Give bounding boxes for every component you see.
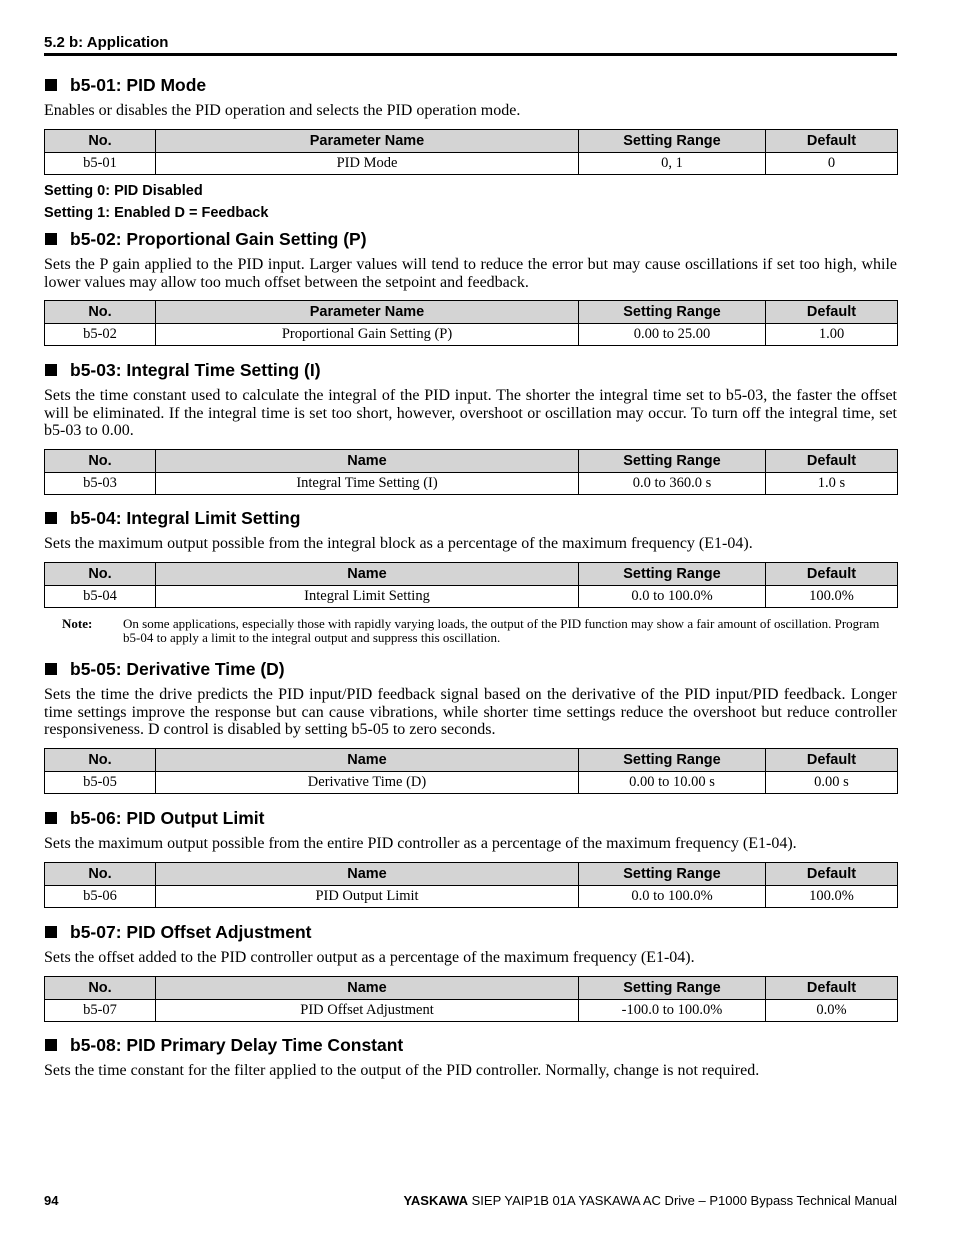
cell-default: 1.0 s — [766, 472, 898, 494]
header-name: Name — [156, 976, 579, 999]
section-description: Sets the time constant for the filter applied to the output of the PID controller. Normally, change is not required. — [44, 1062, 760, 1079]
cell-default: 100.0% — [766, 585, 898, 607]
parameter-table — [44, 562, 898, 608]
table-header-row — [45, 301, 898, 324]
table-row — [45, 152, 898, 174]
header-default: Default — [766, 449, 898, 472]
cell-range: 0.00 to 10.00 s — [579, 771, 766, 793]
table-header-row — [45, 862, 898, 885]
header-name: Name — [156, 862, 579, 885]
header-setting-range: Setting Range — [579, 562, 766, 585]
section-b5-04 — [44, 507, 897, 645]
header-default: Default — [766, 301, 898, 324]
section-b5-01 — [44, 74, 897, 224]
cell-name: PID Offset Adjustment — [156, 999, 579, 1021]
section-description: Enables or disables the PID operation and selects the PID operation mode. — [44, 102, 521, 119]
section-description: Sets the time constant used to calculate the integral of the PID input. The shorter the integral time set to b5-03, the faster the offset will be eliminated. If the integral time is set too short, however, overshoot or oscillation may occur. To turn off the integral time, set b5-03 to 0.00. — [44, 387, 897, 439]
section-title: b5-03: Integral Time Setting (I) — [44, 359, 897, 381]
cell-name: PID Mode — [156, 152, 579, 174]
setting-0-label: Setting 0: PID Disabled — [44, 182, 203, 199]
footer-doc-title: SIEP YAIP1B 01A YASKAWA AC Drive – P1000 Bypass Technical Manual — [471, 1193, 897, 1208]
parameter-table — [44, 748, 898, 794]
table-header-row — [45, 129, 898, 152]
section-b5-08 — [44, 1034, 897, 1080]
header-name: Name — [156, 562, 579, 585]
note — [44, 617, 897, 645]
header-no: No. — [45, 748, 156, 771]
table-row — [45, 324, 898, 346]
cell-name: Derivative Time (D) — [156, 771, 579, 793]
square-bullet-icon — [45, 364, 57, 376]
section-title: b5-06: PID Output Limit — [44, 807, 897, 829]
header-no: No. — [45, 976, 156, 999]
header-setting-range: Setting Range — [579, 976, 766, 999]
note-text: On some applications, especially those with rapidly varying loads, the output of the PID function may show a fair amount of oscillation. Program b5-04 to apply a limit to the integral output and suppress this oscillation. — [123, 615, 880, 645]
cell-no: b5-03 — [45, 472, 156, 494]
header-default: Default — [766, 129, 898, 152]
section-title: b5-07: PID Offset Adjustment — [44, 921, 897, 943]
section-title: b5-02: Proportional Gain Setting (P) — [44, 228, 897, 250]
square-bullet-icon — [45, 926, 57, 938]
cell-default: 0.00 s — [766, 771, 898, 793]
header-parameter-name: Parameter Name — [156, 129, 579, 152]
square-bullet-icon — [45, 233, 57, 245]
table-header-row — [45, 562, 898, 585]
cell-name: Integral Limit Setting — [156, 585, 579, 607]
cell-default: 0 — [766, 152, 898, 174]
cell-range: -100.0 to 100.0% — [579, 999, 766, 1021]
section-description: Sets the maximum output possible from the entire PID controller as a percentage of the maximum frequency (E1-04). — [44, 835, 797, 852]
square-bullet-icon — [45, 663, 57, 675]
footer-doc-info — [403, 1193, 897, 1208]
section-title: b5-05: Derivative Time (D) — [44, 658, 897, 680]
header-setting-range: Setting Range — [579, 748, 766, 771]
table-row — [45, 885, 898, 907]
cell-default: 0.0% — [766, 999, 898, 1021]
cell-range: 0.0 to 360.0 s — [579, 472, 766, 494]
section-description: Sets the P gain applied to the PID input. Larger values will tend to reduce the error but may cause oscillations if set too high, while lower values may allow too much offset between the setpoint and feedback. — [44, 256, 897, 291]
cell-range: 0.0 to 100.0% — [579, 585, 766, 607]
cell-range: 0, 1 — [579, 152, 766, 174]
square-bullet-icon — [45, 512, 57, 524]
footer-brand: YASKAWA — [403, 1193, 468, 1208]
cell-no: b5-07 — [45, 999, 156, 1021]
header-default: Default — [766, 862, 898, 885]
section-description: Sets the time the drive predicts the PID input/PID feedback signal based on the derivative of the PID input/PID feedback. Longer time settings improve the response but can cause vibrations, while shorter time settings reduce the overshoot but reduce controller responsiveness. D control is disabled by setting b5-05 to zero seconds. — [44, 686, 897, 738]
section-title: b5-08: PID Primary Delay Time Constant — [44, 1034, 897, 1056]
square-bullet-icon — [45, 812, 57, 824]
header-default: Default — [766, 748, 898, 771]
table-row — [45, 999, 898, 1021]
square-bullet-icon — [45, 79, 57, 91]
section-title: b5-04: Integral Limit Setting — [44, 507, 897, 529]
header-setting-range: Setting Range — [579, 301, 766, 324]
parameter-table — [44, 129, 898, 175]
cell-no: b5-04 — [45, 585, 156, 607]
page-number: 94 — [44, 1193, 59, 1208]
setting-1-label: Setting 1: Enabled D = Feedback — [44, 204, 269, 221]
header-setting-range: Setting Range — [579, 129, 766, 152]
header-no: No. — [45, 862, 156, 885]
parameter-table — [44, 300, 898, 346]
cell-default: 1.00 — [766, 324, 898, 346]
table-row — [45, 585, 898, 607]
cell-no: b5-02 — [45, 324, 156, 346]
header-no: No. — [45, 129, 156, 152]
table-header-row — [45, 748, 898, 771]
chapter-header: 5.2 b: Application — [44, 34, 897, 56]
header-setting-range: Setting Range — [579, 449, 766, 472]
header-default: Default — [766, 562, 898, 585]
table-row — [45, 771, 898, 793]
section-description: Sets the maximum output possible from the integral block as a percentage of the maximum frequency (E1-04). — [44, 535, 753, 552]
table-header-row — [45, 449, 898, 472]
cell-range: 0.0 to 100.0% — [579, 885, 766, 907]
square-bullet-icon — [45, 1039, 57, 1051]
section-b5-07 — [44, 921, 897, 1022]
parameter-table — [44, 449, 898, 495]
section-b5-03 — [44, 359, 897, 495]
section-title: b5-01: PID Mode — [44, 74, 897, 96]
cell-name: PID Output Limit — [156, 885, 579, 907]
section-b5-06 — [44, 807, 897, 908]
header-no: No. — [45, 562, 156, 585]
header-name: Name — [156, 449, 579, 472]
section-b5-05 — [44, 658, 897, 794]
header-no: No. — [45, 449, 156, 472]
cell-default: 100.0% — [766, 885, 898, 907]
note-label: Note: — [62, 615, 93, 631]
cell-name: Proportional Gain Setting (P) — [156, 324, 579, 346]
cell-name: Integral Time Setting (I) — [156, 472, 579, 494]
parameter-table — [44, 862, 898, 908]
header-name: Name — [156, 748, 579, 771]
header-default: Default — [766, 976, 898, 999]
section-description: Sets the offset added to the PID controller output as a percentage of the maximum frequency (E1-04). — [44, 949, 695, 966]
parameter-table — [44, 976, 898, 1022]
cell-no: b5-06 — [45, 885, 156, 907]
header-setting-range: Setting Range — [579, 862, 766, 885]
table-header-row — [45, 976, 898, 999]
header-no: No. — [45, 301, 156, 324]
cell-range: 0.00 to 25.00 — [579, 324, 766, 346]
cell-no: b5-05 — [45, 771, 156, 793]
cell-no: b5-01 — [45, 152, 156, 174]
header-parameter-name: Parameter Name — [156, 301, 579, 324]
table-row — [45, 472, 898, 494]
section-b5-02 — [44, 228, 897, 346]
